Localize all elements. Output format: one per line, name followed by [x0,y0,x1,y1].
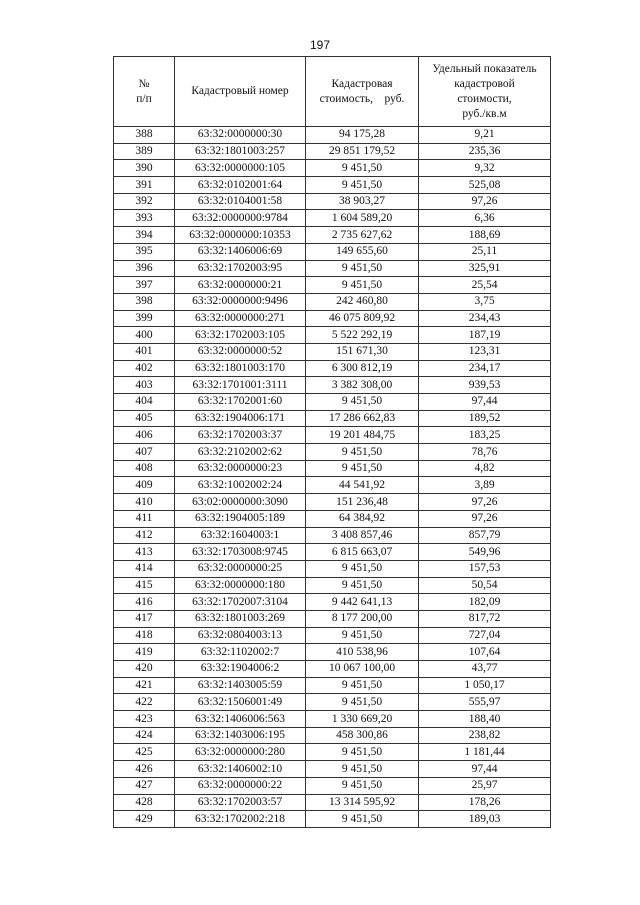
table-row [114,260,551,277]
table-row [114,677,551,694]
table-row [114,794,551,811]
row-number-cell: 390 [114,160,175,177]
cadastral-cost-cell: 9 451,50 [306,260,419,277]
cadastral-number-cell: 63:32:1702002:218 [175,811,306,828]
table-row [114,327,551,344]
table-row [114,544,551,561]
table-row [114,777,551,794]
cadastral-number-cell: 63:32:1801003:269 [175,610,306,627]
cadastral-value-table [113,56,551,828]
cadastral-number-cell: 63:32:1002002:24 [175,477,306,494]
specific-value-cell: 123,31 [419,343,551,360]
cadastral-number-cell: 63:32:1702003:95 [175,260,306,277]
row-number-cell: 421 [114,677,175,694]
cadastral-cost-cell: 1 604 589,20 [306,210,419,227]
cadastral-cost-cell: 9 451,50 [306,744,419,761]
table-row [114,577,551,594]
row-number-cell: 400 [114,327,175,344]
cadastral-number-cell: 63:32:1701001:3111 [175,377,306,394]
specific-value-cell: 97,44 [419,394,551,411]
cadastral-cost-cell: 9 442 641,13 [306,594,419,611]
cadastral-number-cell: 63:32:0000000:22 [175,777,306,794]
specific-value-cell: 234,17 [419,360,551,377]
table-row [114,343,551,360]
specific-value-cell: 1 181,44 [419,744,551,761]
specific-value-cell: 97,26 [419,510,551,527]
table-header [114,57,551,127]
table-body [114,127,551,828]
row-number-cell: 409 [114,477,175,494]
cadastral-number-cell: 63:32:1604003:1 [175,527,306,544]
cadastral-number-cell: 63:32:1702001:60 [175,394,306,411]
header-specific-line4: руб./кв.м [462,107,507,120]
cadastral-cost-cell: 458 300,86 [306,727,419,744]
table-row [114,644,551,661]
row-number-cell: 397 [114,277,175,294]
table-row [114,227,551,244]
table-row [114,310,551,327]
cadastral-cost-cell: 94 175,28 [306,127,419,144]
specific-value-cell: 97,26 [419,494,551,511]
specific-value-cell: 525,08 [419,177,551,194]
row-number-cell: 420 [114,661,175,678]
cadastral-cost-cell: 9 451,50 [306,394,419,411]
page-number: 197 [309,38,331,52]
table-row [114,460,551,477]
header-specific-line3: стоимости, [457,92,512,105]
row-number-cell: 423 [114,711,175,728]
cadastral-cost-cell: 1 330 669,20 [306,711,419,728]
cadastral-number-cell: 63:32:0104001:58 [175,193,306,210]
cadastral-cost-cell: 149 655,60 [306,243,419,260]
cadastral-cost-cell: 242 460,80 [306,293,419,310]
specific-value-cell: 78,76 [419,444,551,461]
cadastral-cost-cell: 9 451,50 [306,761,419,778]
row-number-cell: 425 [114,744,175,761]
specific-value-cell: 25,11 [419,243,551,260]
cadastral-number-cell: 63:32:1102002:7 [175,644,306,661]
specific-value-cell: 555,97 [419,694,551,711]
specific-value-cell: 6,36 [419,210,551,227]
cadastral-cost-cell: 46 075 809,92 [306,310,419,327]
table-row [114,727,551,744]
table-row [114,761,551,778]
specific-value-cell: 183,25 [419,427,551,444]
header-number-sign: № [138,77,150,90]
specific-value-cell: 178,26 [419,794,551,811]
row-number-cell: 414 [114,560,175,577]
cadastral-number-cell: 63:32:0000000:23 [175,460,306,477]
header-row-number [114,57,175,127]
cadastral-cost-cell: 6 300 812,19 [306,360,419,377]
header-specific-value [419,57,551,127]
specific-value-cell: 43,77 [419,661,551,678]
row-number-cell: 426 [114,761,175,778]
specific-value-cell: 25,97 [419,777,551,794]
cadastral-cost-cell: 19 201 484,75 [306,427,419,444]
row-number-cell: 388 [114,127,175,144]
cadastral-cost-cell: 9 451,50 [306,560,419,577]
row-number-cell: 401 [114,343,175,360]
cadastral-cost-cell: 5 522 292,19 [306,327,419,344]
cadastral-cost-cell: 9 451,50 [306,577,419,594]
cadastral-cost-cell: 9 451,50 [306,694,419,711]
specific-value-cell: 25,54 [419,277,551,294]
cadastral-cost-cell: 9 451,50 [306,460,419,477]
cadastral-number-cell: 63:32:0000000:25 [175,560,306,577]
specific-value-cell: 3,75 [419,293,551,310]
specific-value-cell: 549,96 [419,544,551,561]
table-row [114,127,551,144]
cadastral-number-cell: 63:32:1904006:2 [175,661,306,678]
cadastral-number-cell: 63:32:1406006:563 [175,711,306,728]
table-row [114,210,551,227]
table-row [114,744,551,761]
row-number-cell: 407 [114,444,175,461]
table-row [114,293,551,310]
specific-value-cell: 4,82 [419,460,551,477]
specific-value-cell: 9,21 [419,127,551,144]
table-row [114,377,551,394]
cadastral-number-cell: 63:32:0000000:21 [175,277,306,294]
table-row [114,177,551,194]
row-number-cell: 412 [114,527,175,544]
header-number-abbrev: п/п [136,92,152,105]
specific-value-cell: 238,82 [419,727,551,744]
cadastral-cost-cell: 17 286 662,83 [306,410,419,427]
cadastral-cost-cell: 3 408 857,46 [306,527,419,544]
cadastral-cost-cell: 9 451,50 [306,277,419,294]
cadastral-cost-cell: 29 851 179,52 [306,143,419,160]
cadastral-number-cell: 63:32:2102002:62 [175,444,306,461]
cadastral-cost-cell: 8 177 200,00 [306,610,419,627]
cadastral-cost-cell: 2 735 627,62 [306,227,419,244]
cadastral-cost-cell: 9 451,50 [306,627,419,644]
specific-value-cell: 97,26 [419,193,551,210]
cadastral-cost-cell: 9 451,50 [306,160,419,177]
cadastral-cost-cell: 13 314 595,92 [306,794,419,811]
specific-value-cell: 727,04 [419,627,551,644]
specific-value-cell: 157,53 [419,560,551,577]
cadastral-cost-cell: 38 903,27 [306,193,419,210]
cadastral-number-cell: 63:32:1904005:189 [175,510,306,527]
row-number-cell: 411 [114,510,175,527]
row-number-cell: 394 [114,227,175,244]
cadastral-number-cell: 63:32:0102001:64 [175,177,306,194]
table-row [114,594,551,611]
row-number-cell: 429 [114,811,175,828]
cadastral-cost-cell: 9 451,50 [306,677,419,694]
cadastral-number-cell: 63:32:0000000:280 [175,744,306,761]
table-row [114,143,551,160]
cadastral-number-cell: 63:32:1904006:171 [175,410,306,427]
cadastral-number-cell: 63:32:0000000:271 [175,310,306,327]
header-cost-line2: стоимость, руб. [319,92,405,105]
specific-value-cell: 189,03 [419,811,551,828]
cadastral-number-cell: 63:32:1702003:57 [175,794,306,811]
table-row [114,394,551,411]
table-row [114,277,551,294]
cadastral-cost-cell: 3 382 308,00 [306,377,419,394]
specific-value-cell: 939,53 [419,377,551,394]
cadastral-number-cell: 63:32:1801003:170 [175,360,306,377]
row-number-cell: 408 [114,460,175,477]
row-number-cell: 392 [114,193,175,210]
row-number-cell: 416 [114,594,175,611]
specific-value-cell: 857,79 [419,527,551,544]
row-number-cell: 410 [114,494,175,511]
cadastral-number-cell: 63:32:0000000:10353 [175,227,306,244]
header-specific-line1: Удельный показатель [432,62,537,75]
cadastral-number-cell: 63:32:1406006:69 [175,243,306,260]
table-row [114,510,551,527]
table-row [114,193,551,210]
cadastral-number-cell: 63:32:1702003:105 [175,327,306,344]
cadastral-number-cell: 63:32:0000000:52 [175,343,306,360]
cadastral-number-cell: 63:02:0000000:3090 [175,494,306,511]
specific-value-cell: 188,40 [419,711,551,728]
cadastral-cost-cell: 9 451,50 [306,777,419,794]
specific-value-cell: 182,09 [419,594,551,611]
cadastral-number-cell: 63:32:1403006:195 [175,727,306,744]
row-number-cell: 424 [114,727,175,744]
table-row [114,694,551,711]
row-number-cell: 393 [114,210,175,227]
table-row [114,360,551,377]
row-number-cell: 398 [114,293,175,310]
specific-value-cell: 187,19 [419,327,551,344]
cadastral-cost-cell: 64 384,92 [306,510,419,527]
row-number-cell: 391 [114,177,175,194]
specific-value-cell: 189,52 [419,410,551,427]
row-number-cell: 415 [114,577,175,594]
table-row [114,711,551,728]
cadastral-cost-cell: 9 451,50 [306,177,419,194]
cadastral-number-cell: 63:32:1702007:3104 [175,594,306,611]
cadastral-number-cell: 63:32:0000000:180 [175,577,306,594]
table-row [114,444,551,461]
specific-value-cell: 107,64 [419,644,551,661]
specific-value-cell: 235,36 [419,143,551,160]
row-number-cell: 413 [114,544,175,561]
row-number-cell: 402 [114,360,175,377]
table-row [114,661,551,678]
cadastral-number-cell: 63:32:0804003:13 [175,627,306,644]
header-cadastral-number: Кадастровый номер [175,57,306,127]
cadastral-number-cell: 63:32:1506001:49 [175,694,306,711]
cadastral-cost-cell: 9 451,50 [306,811,419,828]
row-number-cell: 418 [114,627,175,644]
row-number-cell: 395 [114,243,175,260]
row-number-cell: 422 [114,694,175,711]
cadastral-number-cell: 63:32:0000000:9784 [175,210,306,227]
table-row [114,477,551,494]
table-row [114,494,551,511]
row-number-cell: 399 [114,310,175,327]
specific-value-cell: 97,44 [419,761,551,778]
table-row [114,243,551,260]
row-number-cell: 417 [114,610,175,627]
cadastral-number-cell: 63:32:0000000:9496 [175,293,306,310]
cadastral-number-cell: 63:32:0000000:105 [175,160,306,177]
table-row [114,160,551,177]
row-number-cell: 404 [114,394,175,411]
row-number-cell: 389 [114,143,175,160]
table-row [114,427,551,444]
row-number-cell: 406 [114,427,175,444]
header-specific-line2: кадастровой [454,77,515,90]
specific-value-cell: 1 050,17 [419,677,551,694]
specific-value-cell: 234,43 [419,310,551,327]
cadastral-cost-cell: 44 541,92 [306,477,419,494]
cadastral-number-cell: 63:32:1406002:10 [175,761,306,778]
row-number-cell: 419 [114,644,175,661]
cadastral-number-cell: 63:32:1801003:257 [175,143,306,160]
table-row [114,410,551,427]
specific-value-cell: 9,32 [419,160,551,177]
row-number-cell: 403 [114,377,175,394]
row-number-cell: 427 [114,777,175,794]
table-row [114,527,551,544]
cadastral-cost-cell: 151 671,30 [306,343,419,360]
cadastral-cost-cell: 410 538,96 [306,644,419,661]
header-cost-line1: Кадастровая [331,77,393,90]
cadastral-number-cell: 63:32:1403005:59 [175,677,306,694]
table-row [114,811,551,828]
table-row [114,627,551,644]
specific-value-cell: 50,54 [419,577,551,594]
specific-value-cell: 3,89 [419,477,551,494]
specific-value-cell: 188,69 [419,227,551,244]
cadastral-number-cell: 63:32:1702003:37 [175,427,306,444]
table-row [114,610,551,627]
cadastral-number-cell: 63:32:0000000:30 [175,127,306,144]
cadastral-cost-cell: 151 236,48 [306,494,419,511]
table-row [114,560,551,577]
row-number-cell: 405 [114,410,175,427]
cadastral-cost-cell: 10 067 100,00 [306,661,419,678]
row-number-cell: 428 [114,794,175,811]
row-number-cell: 396 [114,260,175,277]
specific-value-cell: 325,91 [419,260,551,277]
cadastral-number-cell: 63:32:1703008:9745 [175,544,306,561]
specific-value-cell: 817,72 [419,610,551,627]
header-cadastral-cost [306,57,419,127]
cadastral-cost-cell: 6 815 663,07 [306,544,419,561]
cadastral-cost-cell: 9 451,50 [306,444,419,461]
